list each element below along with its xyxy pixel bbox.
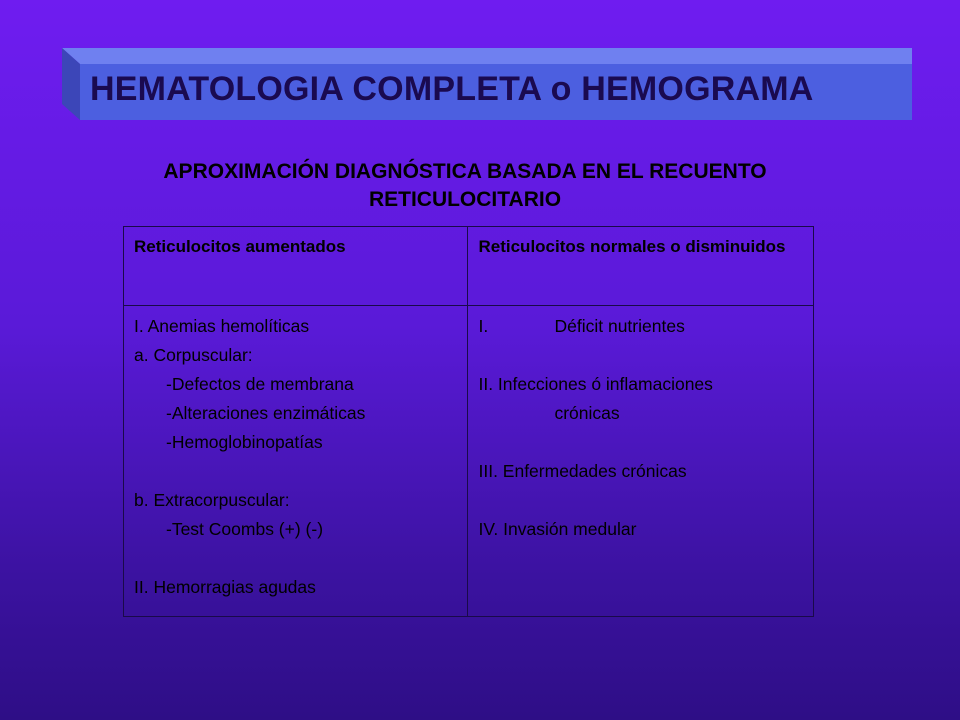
list-item: -Hemoglobinopatías (166, 432, 323, 452)
list-item: III. Enfermedades crónicas (478, 461, 687, 481)
table-row (124, 306, 814, 617)
list-item: -Test Coombs (+) (-) (166, 519, 324, 539)
list-item: b. Extracorpuscular: (134, 490, 290, 510)
list-item-text: Déficit nutrientes (554, 316, 685, 336)
header-reticulocitos-normales: Reticulocitos normales o disminuidos (468, 227, 814, 306)
spacer (478, 486, 803, 515)
list-item: -Defectos de membrana (166, 374, 354, 394)
spacer (134, 457, 457, 486)
spacer (134, 544, 457, 573)
diagnosis-table (123, 226, 814, 617)
list-item: II. Infecciones ó inflamaciones (478, 374, 713, 394)
list-item (478, 312, 803, 341)
list-item: II. Hemorragias agudas (134, 577, 316, 597)
spacer (478, 428, 803, 457)
subtitle (40, 158, 890, 214)
header-reticulocitos-aumentados: Reticulocitos aumentados (124, 227, 468, 306)
title-banner (62, 48, 912, 120)
list-item-continuation: crónicas (554, 403, 620, 423)
list-item: I. Anemias hemolíticas (134, 316, 310, 336)
list-item-number: I. (478, 316, 489, 336)
list-item: a. Corpuscular: (134, 345, 253, 365)
list-item: -Alteraciones enzimáticas (166, 403, 366, 423)
cell-normales-disminuidos (468, 306, 814, 617)
spacer (478, 341, 803, 370)
page-title: HEMATOLOGIA COMPLETA o HEMOGRAMA (90, 70, 814, 108)
cell-aumentados (124, 306, 468, 617)
list-item: IV. Invasión medular (478, 519, 637, 539)
subtitle-line-1: APROXIMACIÓN DIAGNÓSTICA BASADA EN EL RECUENTO (163, 160, 767, 183)
subtitle-line-2: RETICULOCITARIO (368, 188, 562, 211)
table-header-row (124, 227, 814, 306)
